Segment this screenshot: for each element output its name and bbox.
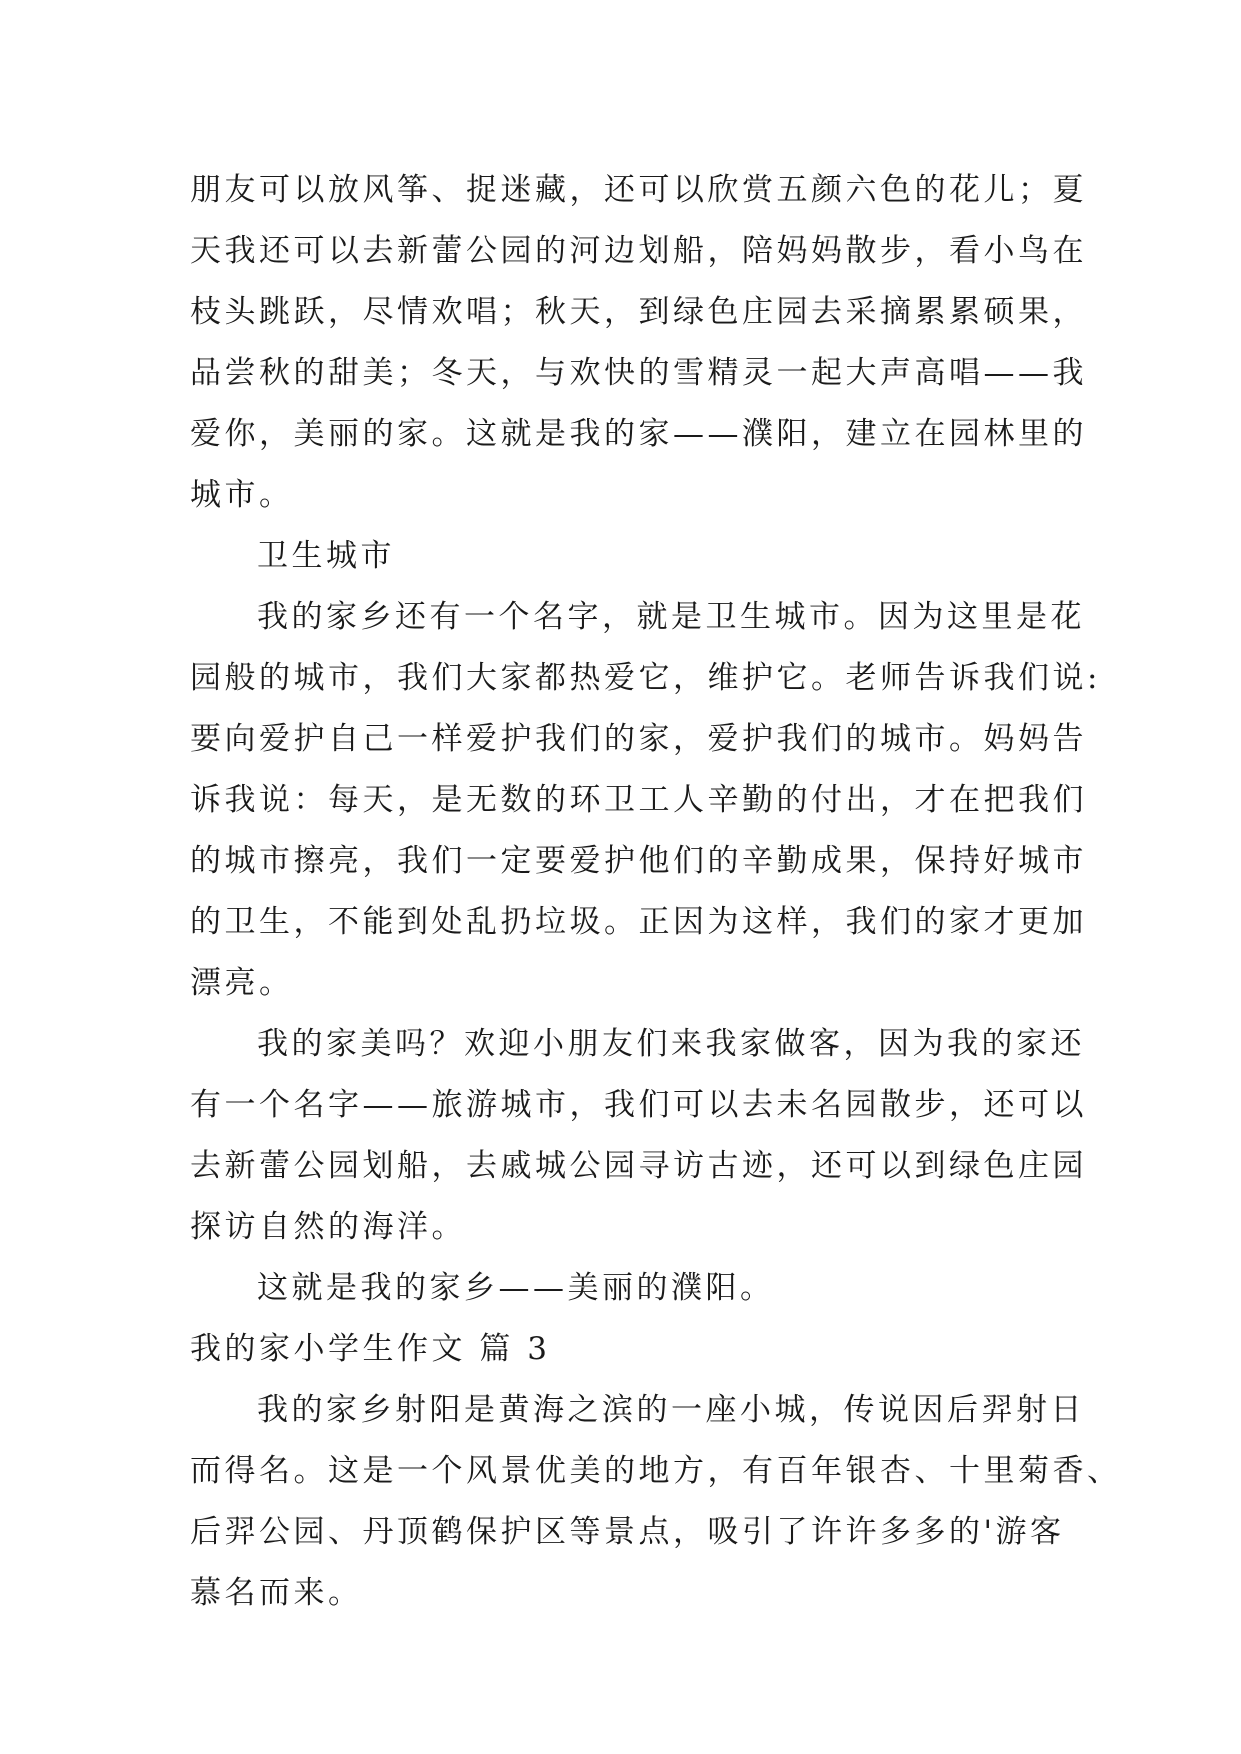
document-page [190,160,1122,1624]
text-line: 我的家乡还有一个名字，就是卫生城市。因为这里是花 [257,599,1085,635]
text-line: 的卫生，不能到处乱扔垃圾。正因为这样，我们的家才更加 [190,904,1087,940]
text-line: 漂亮。 [190,965,294,1001]
text-line: 去新蕾公园划船，去戚城公园寻访古迹，还可以到绿色庄园 [190,1148,1087,1184]
text-line: 而得名。这是一个风景优美的地方，有百年银杏、十里菊香、 [190,1453,1122,1489]
paragraph [190,587,1101,1014]
paragraph [190,1380,1122,1624]
text-line: 诉我说：每天，是无数的环卫工人辛勤的付出，才在把我们 [190,782,1087,818]
text-line: 我的家美吗？欢迎小朋友们来我家做客，因为我的家还 [257,1026,1085,1062]
text-line: 朋友可以放风筝、捉迷藏，还可以欣赏五颜六色的花儿；夏 [190,172,1087,208]
text-line: 品尝秋的甜美；冬天，与欢快的雪精灵一起大声高唱——我 [190,355,1087,391]
text-line: 慕名而来。 [190,1575,363,1611]
text-line: 园般的城市，我们大家都热爱它，维护它。老师告诉我们说: [190,660,1101,696]
text-line: 城市。 [190,477,294,513]
subheading: 卫生城市 [257,538,395,574]
text-line: 探访自然的海洋。 [190,1209,466,1245]
text-line: 爱你，美丽的家。这就是我的家——濮阳，建立在园林里的 [190,416,1087,452]
section-title: 我的家小学生作文 篇 3 [190,1331,551,1367]
paragraph [190,1258,1070,1319]
text-line: 要向爱护自己一样爱护我们的家，爱护我们的城市。妈妈告 [190,721,1087,757]
text-line: 天我还可以去新蕾公园的河边划船，陪妈妈散步，看小鸟在 [190,233,1087,269]
paragraph [190,160,1087,526]
text-line: 这就是我的家乡——美丽的濮阳。 [257,1270,775,1306]
text-line: 的城市擦亮，我们一定要爱护他们的辛勤成果，保持好城市 [190,843,1087,879]
text-line: 我的家乡射阳是黄海之滨的一座小城，传说因后羿射日 [257,1392,1085,1428]
text-line: 后羿公园、丹顶鹤保护区等景点，吸引了许许多多的'游客 [190,1514,1065,1550]
paragraph [190,1014,1087,1258]
text-line: 枝头跳跃，尽情欢唱；秋天，到绿色庄园去采摘累累硕果， [190,294,1087,330]
text-line: 有一个名字——旅游城市，我们可以去未名园散步，还可以 [190,1087,1087,1123]
